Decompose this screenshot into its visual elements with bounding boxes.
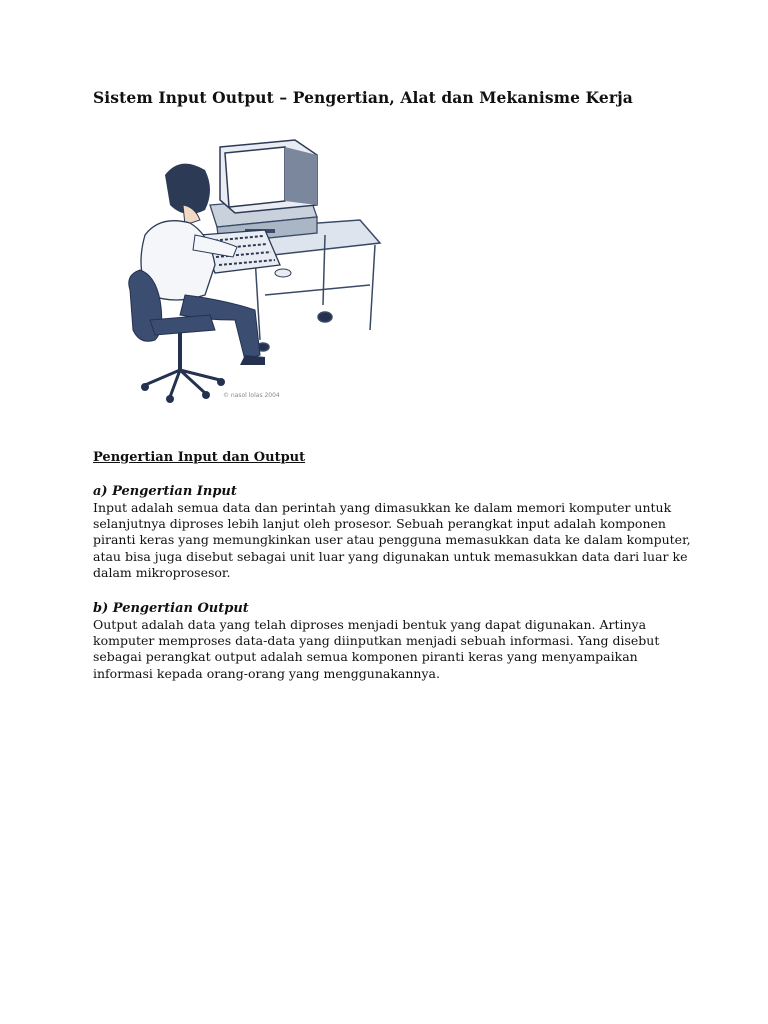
paragraph-line: komputer memproses data-data yang diinputkan menjadi sebuah informasi. Yang disebut (93, 633, 660, 649)
paragraph-line: piranti keras yang memungkinkan user atau pengguna memasukkan data ke dalam komputer, (93, 532, 691, 548)
paragraph-line: Input adalah semua data dan perintah yang dimasukkan ke dalam memori komputer untuk (93, 500, 672, 515)
output-heading: b) Pengertian Output (93, 601, 249, 616)
paragraph-line: selanjutnya diproses lebih lanjut oleh prosesor. Sebuah perangkat input adalah komponen (93, 516, 666, 532)
paragraph-line: atau bisa juga disebut sebagai unit luar yang digunakan untuk memasukkan data dari luar ke (93, 548, 688, 564)
monitor (220, 140, 317, 213)
section-heading: Pengertian Input dan Output (93, 450, 306, 465)
input-paragraph (93, 500, 693, 581)
output-paragraph (93, 617, 693, 682)
paragraph-line: informasi kepada orang-orang yang menggunakannya. (93, 665, 440, 681)
illustration-credit: © nasol lolas 2004 (223, 392, 280, 399)
paragraph-line: sebagai perangkat output adalah semua komponen piranti keras yang menyampaikan (93, 649, 638, 665)
paragraph-line: dalam mikroprosesor. (93, 564, 231, 580)
paragraph-line: Output adalah data yang telah diproses menjadi bentuk yang dapat digunakan. Artinya (93, 617, 647, 632)
page-title: Sistem Input Output – Pengertian, Alat dan Mekanisme Kerja (93, 88, 633, 107)
input-heading: a) Pengertian Input (93, 484, 237, 499)
person-at-computer-illustration (125, 135, 395, 410)
